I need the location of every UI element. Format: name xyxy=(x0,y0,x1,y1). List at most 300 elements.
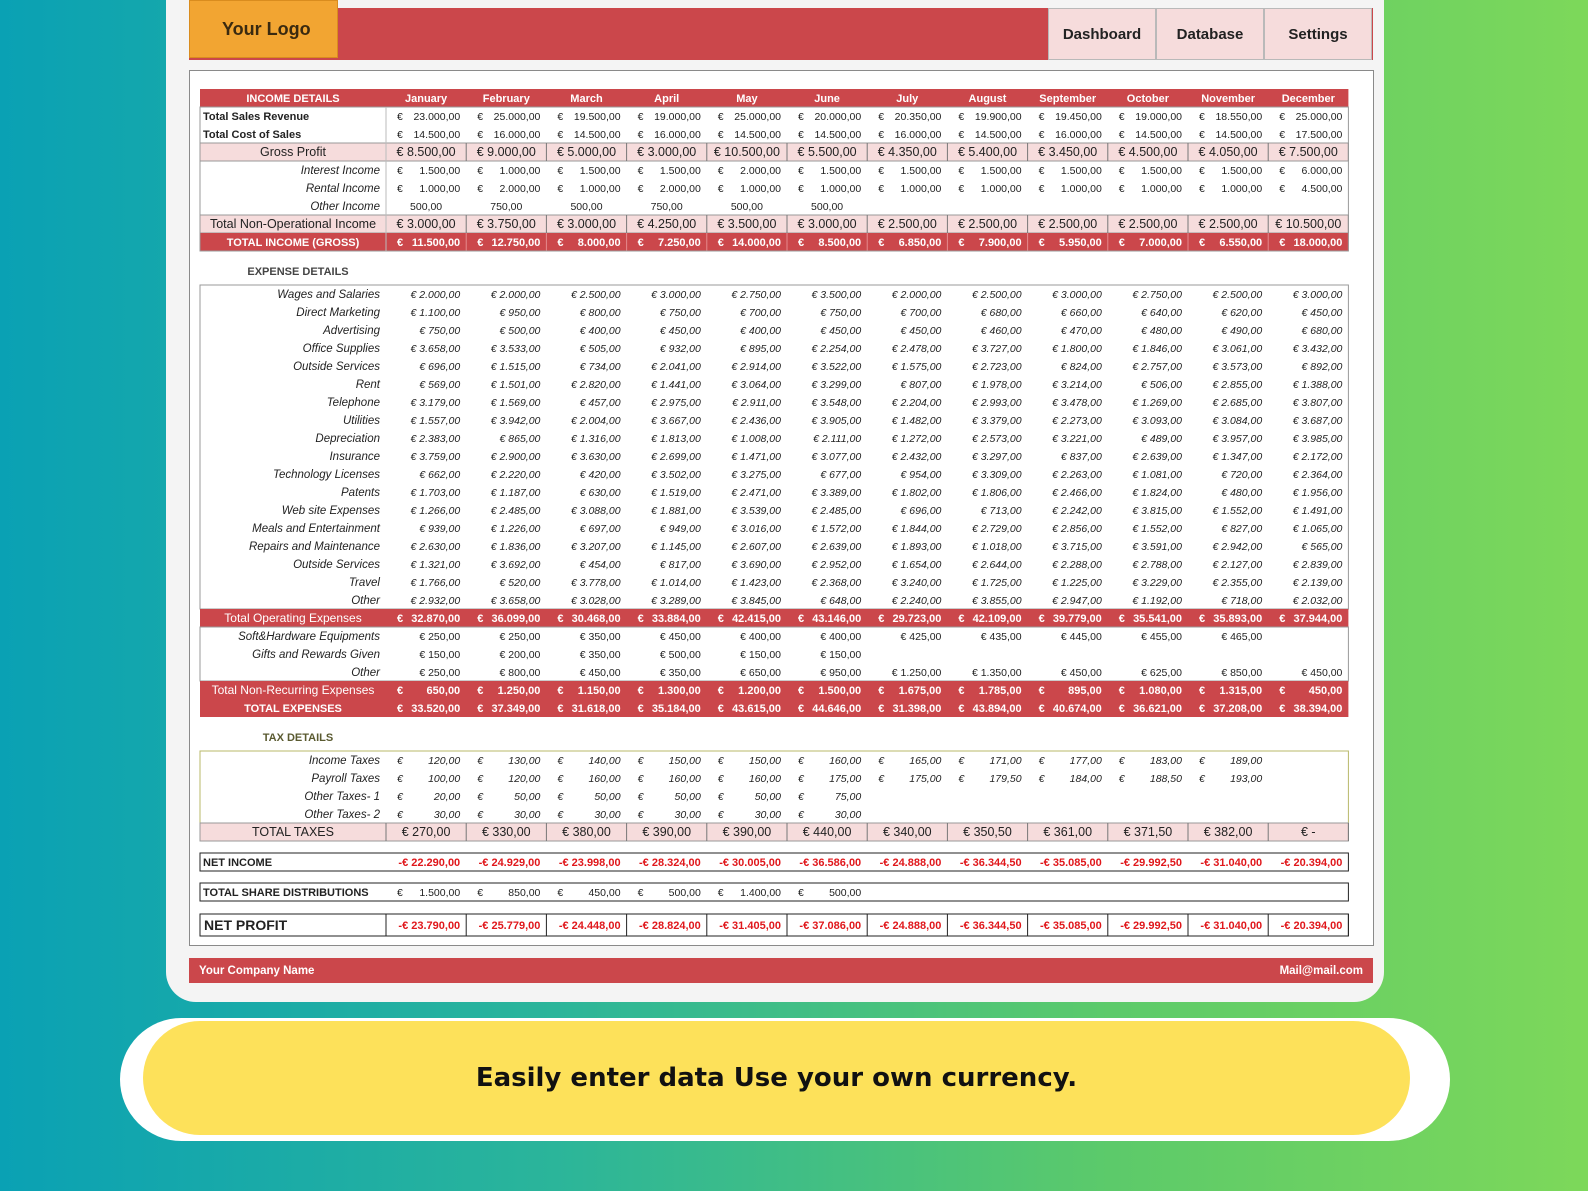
cell-text: 36.099,00 xyxy=(491,613,541,625)
cell-text: € xyxy=(1118,703,1125,715)
cell-text: € 2.500,00 xyxy=(570,289,621,301)
cell-text: € xyxy=(1279,183,1286,195)
nav-tabs xyxy=(1048,8,1372,60)
cell-text: 1.000,00 xyxy=(1221,183,1263,195)
cell-text: 25.000,00 xyxy=(493,111,541,123)
cell-text: € 640,00 xyxy=(1141,307,1182,319)
cell-text: 2.000,00 xyxy=(499,183,541,195)
cell-text: € 3.214,00 xyxy=(1052,379,1102,391)
cell-text: 30,00 xyxy=(514,809,541,821)
cell-text: € xyxy=(477,809,484,821)
cell-text: 35.893,00 xyxy=(1213,613,1263,625)
row-label: Total Non-Recurring Expenses xyxy=(211,683,375,697)
cell-text: € 3.000,00 xyxy=(396,217,456,231)
cell-text: € 480,00 xyxy=(1141,325,1182,337)
cell-text: € xyxy=(477,685,484,697)
cell-text: € 1.515,00 xyxy=(490,361,541,373)
cell-text: € 435,00 xyxy=(980,631,1022,643)
cell-text: € xyxy=(1199,183,1205,195)
row-label: Direct Marketing xyxy=(296,307,380,319)
cell-text: € 361,00 xyxy=(1043,825,1093,839)
cell-text: 16.000,00 xyxy=(493,129,541,141)
cell-text: 50,00 xyxy=(594,791,621,803)
cell-text: € 2.639,00 xyxy=(1132,451,1182,463)
cell-text: 650,00 xyxy=(426,685,461,697)
cell-text: € 1.423,00 xyxy=(731,577,781,589)
cell-text: € xyxy=(798,613,805,625)
cell-text: 19.900,00 xyxy=(974,111,1022,123)
cell-text: € 350,00 xyxy=(579,649,621,661)
cell-text: € 450,00 xyxy=(659,325,701,337)
cell-text: € xyxy=(1199,237,1206,249)
cell-text: € xyxy=(397,773,403,785)
cell-text: € 250,00 xyxy=(499,631,541,643)
cell-text: € 400,00 xyxy=(740,325,781,337)
cell-text: € 2.914,00 xyxy=(731,361,781,373)
cell-text: -€ 31.405,00 xyxy=(719,920,781,932)
cell-text: € xyxy=(1279,613,1286,625)
cell-text: 1.000,00 xyxy=(1060,183,1102,195)
cell-text: € xyxy=(1118,165,1125,177)
cell-text: 14.500,00 xyxy=(734,129,781,141)
cell-text: 8.000,00 xyxy=(577,237,621,249)
cell-text: € 2.993,00 xyxy=(971,397,1022,409)
cell-text: 2.000,00 xyxy=(659,183,701,195)
cell-text: 37.349,00 xyxy=(491,703,541,715)
cell-text: € 2.485,00 xyxy=(490,505,541,517)
cell-text: € xyxy=(1118,183,1125,195)
cell-text: -€ 31.040,00 xyxy=(1200,857,1263,869)
cell-text: € xyxy=(397,703,404,715)
cell-text: € 506,00 xyxy=(1141,379,1182,391)
cell-text: 42.415,00 xyxy=(732,613,781,625)
cell-text: € xyxy=(798,791,804,803)
cell-text: 6.850,00 xyxy=(898,237,942,249)
cell-text: 1.500,00 xyxy=(579,165,621,177)
cell-text: € 3.064,00 xyxy=(731,379,781,391)
cell-text: 50,00 xyxy=(754,791,781,803)
cell-text: € 949,00 xyxy=(659,523,701,535)
cell-text: 14.500,00 xyxy=(814,129,862,141)
email[interactable]: Mail@mail.com xyxy=(1279,964,1363,977)
cell-text: -€ 29.992,50 xyxy=(1120,857,1182,869)
cell-text: € 2.432,00 xyxy=(891,451,942,463)
cell-text: -€ 20.394,00 xyxy=(1280,857,1343,869)
cell-text: 183,00 xyxy=(1149,755,1182,767)
cell-text: € 2.127,00 xyxy=(1212,559,1263,571)
cell-text: 500,00 xyxy=(730,201,763,213)
cell-text: € xyxy=(1199,703,1206,715)
cell-text: € 2.000,00 xyxy=(410,289,461,301)
row-label: Gross Profit xyxy=(260,145,326,159)
cell-text: 50,00 xyxy=(674,791,701,803)
cell-text: € 2.699,00 xyxy=(651,451,701,463)
cell-text: € xyxy=(477,773,484,785)
cell-text: 1.500,00 xyxy=(1060,165,1102,177)
cell-text: € 3.500,00 xyxy=(717,217,777,231)
cell-text: € 954,00 xyxy=(900,469,942,481)
cell-text: € 5.000,00 xyxy=(556,145,617,159)
cell-text: € xyxy=(637,887,644,899)
cell-text: € 3.299,00 xyxy=(811,379,862,391)
cell-text: € 2.273,00 xyxy=(1052,415,1102,427)
cell-text: € 1.844,00 xyxy=(891,523,942,535)
cell-text: € 865,00 xyxy=(499,433,541,445)
cell-text: € 696,00 xyxy=(900,505,942,517)
cell-text: € 1.187,00 xyxy=(490,487,541,499)
cell-text: 175,00 xyxy=(909,773,942,785)
cell-text: € xyxy=(557,773,564,785)
cell-text: € xyxy=(557,237,564,249)
cell-text: 171,00 xyxy=(989,755,1022,767)
cell-text: € 445,00 xyxy=(1060,631,1102,643)
cell-text: € 1.441,00 xyxy=(651,379,701,391)
cell-text: € 2.242,00 xyxy=(1052,505,1102,517)
row-label: Income Taxes xyxy=(308,755,380,767)
cell-text: € 450,00 xyxy=(1301,667,1343,679)
cell-text: € 3.450,00 xyxy=(1038,145,1098,159)
cell-text: € 465,00 xyxy=(1221,631,1263,643)
cell-text: € xyxy=(477,791,484,803)
cell-text: € 1.806,00 xyxy=(971,487,1022,499)
cell-text: € xyxy=(637,809,644,821)
cell-text: € xyxy=(557,183,564,195)
cell-text: 160,00 xyxy=(588,773,621,785)
cell-text: 100,00 xyxy=(428,773,461,785)
cell-text: € 3.000,00 xyxy=(651,289,701,301)
row-label: Advertising xyxy=(323,325,380,337)
cell-text: 42.109,00 xyxy=(972,613,1022,625)
cell-text: € xyxy=(717,755,724,767)
cell-text: € 800,00 xyxy=(579,307,621,319)
cell-text: € 450,00 xyxy=(1301,307,1343,319)
cell-text: € 3.229,00 xyxy=(1132,577,1182,589)
cell-text: -€ 24.888,00 xyxy=(879,920,942,932)
cell-text: € 3.759,00 xyxy=(410,451,461,463)
cell-text: 850,00 xyxy=(508,887,541,899)
cell-text: 450,00 xyxy=(588,887,621,899)
cell-text: € 390,00 xyxy=(722,825,772,839)
cell-text: € 3.533,00 xyxy=(490,343,541,355)
cell-text: € 1.766,00 xyxy=(410,577,461,589)
cell-text: € 2.820,00 xyxy=(570,379,621,391)
cell-text: 6.000,00 xyxy=(1301,165,1343,177)
cell-text: € 1.014,00 xyxy=(651,577,701,589)
cell-text: € 440,00 xyxy=(802,825,852,839)
cell-text: € 4.050,00 xyxy=(1198,145,1258,159)
row-label: Technology Licenses xyxy=(273,469,380,481)
cell-text: € 3.088,00 xyxy=(570,505,621,517)
cell-text: € 620,00 xyxy=(1221,307,1263,319)
cell-text: € 2.750,00 xyxy=(731,289,781,301)
cell-text: € 932,00 xyxy=(659,343,701,355)
cell-text: € xyxy=(397,165,403,177)
cell-text: 2.000,00 xyxy=(740,165,781,177)
cell-text: € 1.065,00 xyxy=(1292,523,1343,535)
cell-text: 12.750,00 xyxy=(491,237,541,249)
cell-text: 20.000,00 xyxy=(814,111,862,123)
cell-text: € 3.985,00 xyxy=(1292,433,1343,445)
row-label: Soft&Hardware Equipments xyxy=(238,631,380,643)
cell-text: € 3.905,00 xyxy=(811,415,862,427)
cell-text: € xyxy=(397,887,403,899)
row-label: Depreciation xyxy=(315,433,380,445)
cell-text: 1.000,00 xyxy=(820,183,862,195)
month-header: May xyxy=(736,93,758,105)
cell-text: 14.500,00 xyxy=(1215,129,1263,141)
cell-text: € xyxy=(1038,703,1045,715)
cell-text: € xyxy=(557,613,564,625)
cell-text: -€ 20.394,00 xyxy=(1280,920,1343,932)
cell-text: € 700,00 xyxy=(740,307,781,319)
cell-text: € 3.727,00 xyxy=(971,343,1022,355)
cell-text: € 1.881,00 xyxy=(651,505,701,517)
cell-text: € 1.100,00 xyxy=(410,307,461,319)
logo: Your Logo xyxy=(189,0,338,58)
cell-text: 1.400,00 xyxy=(740,887,781,899)
month-header: June xyxy=(814,93,840,105)
cell-text: € 490,00 xyxy=(1221,325,1263,337)
cell-text: € 3.630,00 xyxy=(570,451,621,463)
cell-text: € xyxy=(878,755,885,767)
cell-text: 8.500,00 xyxy=(818,237,862,249)
cell-text: € 3.548,00 xyxy=(811,397,862,409)
cell-text: € 718,00 xyxy=(1221,595,1263,607)
cell-text: € 400,00 xyxy=(820,631,862,643)
cell-text: € xyxy=(878,685,885,697)
cell-text: € 2.139,00 xyxy=(1292,577,1343,589)
cell-text: € xyxy=(477,183,484,195)
cell-text: € 3.084,00 xyxy=(1212,415,1263,427)
cell-text: € 2.729,00 xyxy=(971,523,1022,535)
cell-text: € 450,00 xyxy=(820,325,862,337)
cell-text: € xyxy=(637,773,644,785)
row-label: Web site Expenses xyxy=(281,505,380,517)
row-label: Total Non-Operational Income xyxy=(209,217,377,231)
cell-text: € xyxy=(958,165,965,177)
cell-text: € 2.364,00 xyxy=(1292,469,1343,481)
cell-text: € 350,50 xyxy=(963,825,1012,839)
cell-text: € 1.008,00 xyxy=(731,433,781,445)
cell-text: € 3.093,00 xyxy=(1132,415,1182,427)
row-label: Repairs and Maintenance xyxy=(248,541,380,553)
cell-text: € xyxy=(1199,685,1206,697)
cell-text: € 3.179,00 xyxy=(410,397,461,409)
cell-text: € 2.204,00 xyxy=(891,397,942,409)
cell-text: 36.621,00 xyxy=(1133,703,1182,715)
cell-text: 16.000,00 xyxy=(654,129,701,141)
cell-text: € 713,00 xyxy=(980,505,1022,517)
profit-loss-sheet xyxy=(189,70,1374,946)
cell-text: € xyxy=(717,685,724,697)
row-label: Outside Services xyxy=(293,559,380,571)
cell-text: € 648,00 xyxy=(820,595,862,607)
cell-text: -€ 23.790,00 xyxy=(398,920,461,932)
tab-settings[interactable]: Settings xyxy=(1264,8,1372,60)
cell-text: € 807,00 xyxy=(900,379,942,391)
cell-text: € xyxy=(397,111,403,123)
cell-text: € 2.485,00 xyxy=(811,505,862,517)
cell-text: € 350,00 xyxy=(659,667,701,679)
cell-text: 177,00 xyxy=(1069,755,1102,767)
cell-text: 35.541,00 xyxy=(1133,613,1182,625)
cell-text: 750,00 xyxy=(490,201,523,213)
cell-text: € 3.667,00 xyxy=(651,415,701,427)
cell-text: € xyxy=(958,703,965,715)
cell-text: € 500,00 xyxy=(499,325,541,337)
cell-text: € 1.250,00 xyxy=(891,667,942,679)
cell-text: 1.500,00 xyxy=(818,685,862,697)
row-label: Insurance xyxy=(329,451,380,463)
cell-text: 31.398,00 xyxy=(892,703,942,715)
cell-text: € 10.500,00 xyxy=(1275,217,1342,231)
cell-text: € 2.630,00 xyxy=(410,541,461,553)
cell-text: 33.884,00 xyxy=(651,613,701,625)
cell-text: 1.000,00 xyxy=(419,183,461,195)
cell-text: € xyxy=(878,129,885,141)
cell-text: € 3.957,00 xyxy=(1212,433,1263,445)
cell-text: € 330,00 xyxy=(481,825,531,839)
cell-text: € 2.220,00 xyxy=(490,469,541,481)
cell-text: -€ 24.929,00 xyxy=(478,857,541,869)
cell-text: € 3.297,00 xyxy=(971,451,1022,463)
cell-text: € xyxy=(798,129,804,141)
cell-text: € 2.500,00 xyxy=(1198,217,1258,231)
cell-text: 188,50 xyxy=(1149,773,1182,785)
cell-text: € 9.000,00 xyxy=(476,145,536,159)
cell-text: 500,00 xyxy=(829,887,862,899)
cell-text: € 3.573,00 xyxy=(1212,361,1263,373)
cell-text: € xyxy=(717,773,724,785)
cell-text: € 1.813,00 xyxy=(651,433,701,445)
tab-database[interactable]: Database xyxy=(1156,8,1264,60)
row-label: Office Supplies xyxy=(302,343,380,355)
cell-text: € 3.207,00 xyxy=(570,541,621,553)
cell-text: 150,00 xyxy=(748,755,781,767)
cell-text: € 2.911,00 xyxy=(732,397,781,409)
cell-text: 11.500,00 xyxy=(411,237,461,249)
cell-text: € 500,00 xyxy=(659,649,701,661)
row-label: TOTAL EXPENSES xyxy=(244,703,342,715)
cell-text: € 1.269,00 xyxy=(1132,397,1182,409)
cell-text: 30,00 xyxy=(754,809,781,821)
cell-text: -€ 35.085,00 xyxy=(1040,920,1102,932)
cell-text: € 3.309,00 xyxy=(971,469,1022,481)
cell-text: € 750,00 xyxy=(820,307,862,319)
cell-text: € 3.855,00 xyxy=(971,595,1022,607)
cell-text: 150,00 xyxy=(668,755,701,767)
row-label: Interest Income xyxy=(300,165,380,177)
cell-text: 19.450,00 xyxy=(1055,111,1102,123)
cell-text: 40.674,00 xyxy=(1052,703,1102,715)
cell-text: -€ 29.992,50 xyxy=(1120,920,1182,932)
cell-text: 1.675,00 xyxy=(898,685,942,697)
cell-text: € 2.500,00 xyxy=(1038,217,1098,231)
cell-text: € 2.004,00 xyxy=(570,415,621,427)
cell-text: 500,00 xyxy=(570,201,603,213)
month-header: September xyxy=(1039,93,1097,105)
cell-text: € xyxy=(798,165,804,177)
cell-text: € xyxy=(1279,703,1286,715)
cell-text: € 3.692,00 xyxy=(490,559,541,571)
cell-text: 16.000,00 xyxy=(894,129,942,141)
cell-text: € 2.500,00 xyxy=(971,289,1022,301)
tab-dashboard[interactable]: Dashboard xyxy=(1048,8,1156,60)
cell-text: € 3.500,00 xyxy=(811,289,862,301)
cell-text: € 3.000,00 xyxy=(1052,289,1102,301)
cell-text: 30,00 xyxy=(594,809,621,821)
cell-text: € 650,00 xyxy=(740,667,781,679)
cell-text: 7.250,00 xyxy=(657,237,701,249)
cell-text: € 2.855,00 xyxy=(1212,379,1263,391)
row-label: Patents xyxy=(341,487,380,499)
cell-text: € 1.482,00 xyxy=(891,415,942,427)
cell-text: € 382,00 xyxy=(1203,825,1253,839)
cell-text: € 1.266,00 xyxy=(410,505,461,517)
cell-text: € 3.061,00 xyxy=(1212,343,1263,355)
cell-text: € 2.573,00 xyxy=(971,433,1022,445)
cell-text: € xyxy=(798,755,804,767)
cell-text: € 3.750,00 xyxy=(476,217,536,231)
cell-text: € xyxy=(1038,183,1045,195)
cell-text: € 2.436,00 xyxy=(731,415,781,427)
cell-text: € xyxy=(1118,613,1125,625)
cell-text: 1.500,00 xyxy=(659,165,701,177)
cell-text: € xyxy=(477,237,484,249)
cell-text: € xyxy=(397,183,403,195)
cell-text: € xyxy=(1199,773,1205,785)
cell-text: € 2.172,00 xyxy=(1292,451,1343,463)
row-label: Utilities xyxy=(342,415,380,427)
cell-text: 1.000,00 xyxy=(499,165,541,177)
cell-text: € xyxy=(637,165,644,177)
cell-text: -€ 31.040,00 xyxy=(1200,920,1263,932)
cell-text: 1.250,00 xyxy=(497,685,541,697)
cell-text: € xyxy=(557,129,564,141)
cell-text: € 505,00 xyxy=(579,343,621,355)
cell-text: € xyxy=(557,791,564,803)
row-label: Rent xyxy=(355,379,380,391)
cell-text: € xyxy=(717,887,724,899)
cell-text: € 892,00 xyxy=(1301,361,1343,373)
row-label: Telephone xyxy=(326,397,380,409)
cell-text: 18.550,00 xyxy=(1215,111,1263,123)
cell-text: € xyxy=(958,613,965,625)
cell-text: € xyxy=(477,703,484,715)
cell-text: 160,00 xyxy=(829,755,862,767)
cell-text: € 2.723,00 xyxy=(971,361,1022,373)
cell-text: 1.500,00 xyxy=(419,165,461,177)
cell-text: 750,00 xyxy=(650,201,683,213)
cell-text: € 3.077,00 xyxy=(811,451,862,463)
cell-text: 450,00 xyxy=(1308,685,1343,697)
cell-text: € 2.466,00 xyxy=(1052,487,1102,499)
cell-text: € xyxy=(397,791,403,803)
cell-text: -€ 30.005,00 xyxy=(719,857,781,869)
cell-text: € 1.321,00 xyxy=(410,559,461,571)
cell-text: € xyxy=(1279,111,1286,123)
cell-text: € 2.240,00 xyxy=(891,595,942,607)
cell-text: 37.944,00 xyxy=(1293,613,1343,625)
cell-text: € 7.500,00 xyxy=(1278,145,1338,159)
cell-text: € 2.685,00 xyxy=(1212,397,1263,409)
cell-text: € 3.028,00 xyxy=(570,595,621,607)
cell-text: 14.500,00 xyxy=(974,129,1022,141)
cell-text: € xyxy=(397,809,403,821)
cell-text: € xyxy=(958,773,965,785)
cell-text: € 8.500,00 xyxy=(396,145,456,159)
cell-text: € xyxy=(637,129,644,141)
